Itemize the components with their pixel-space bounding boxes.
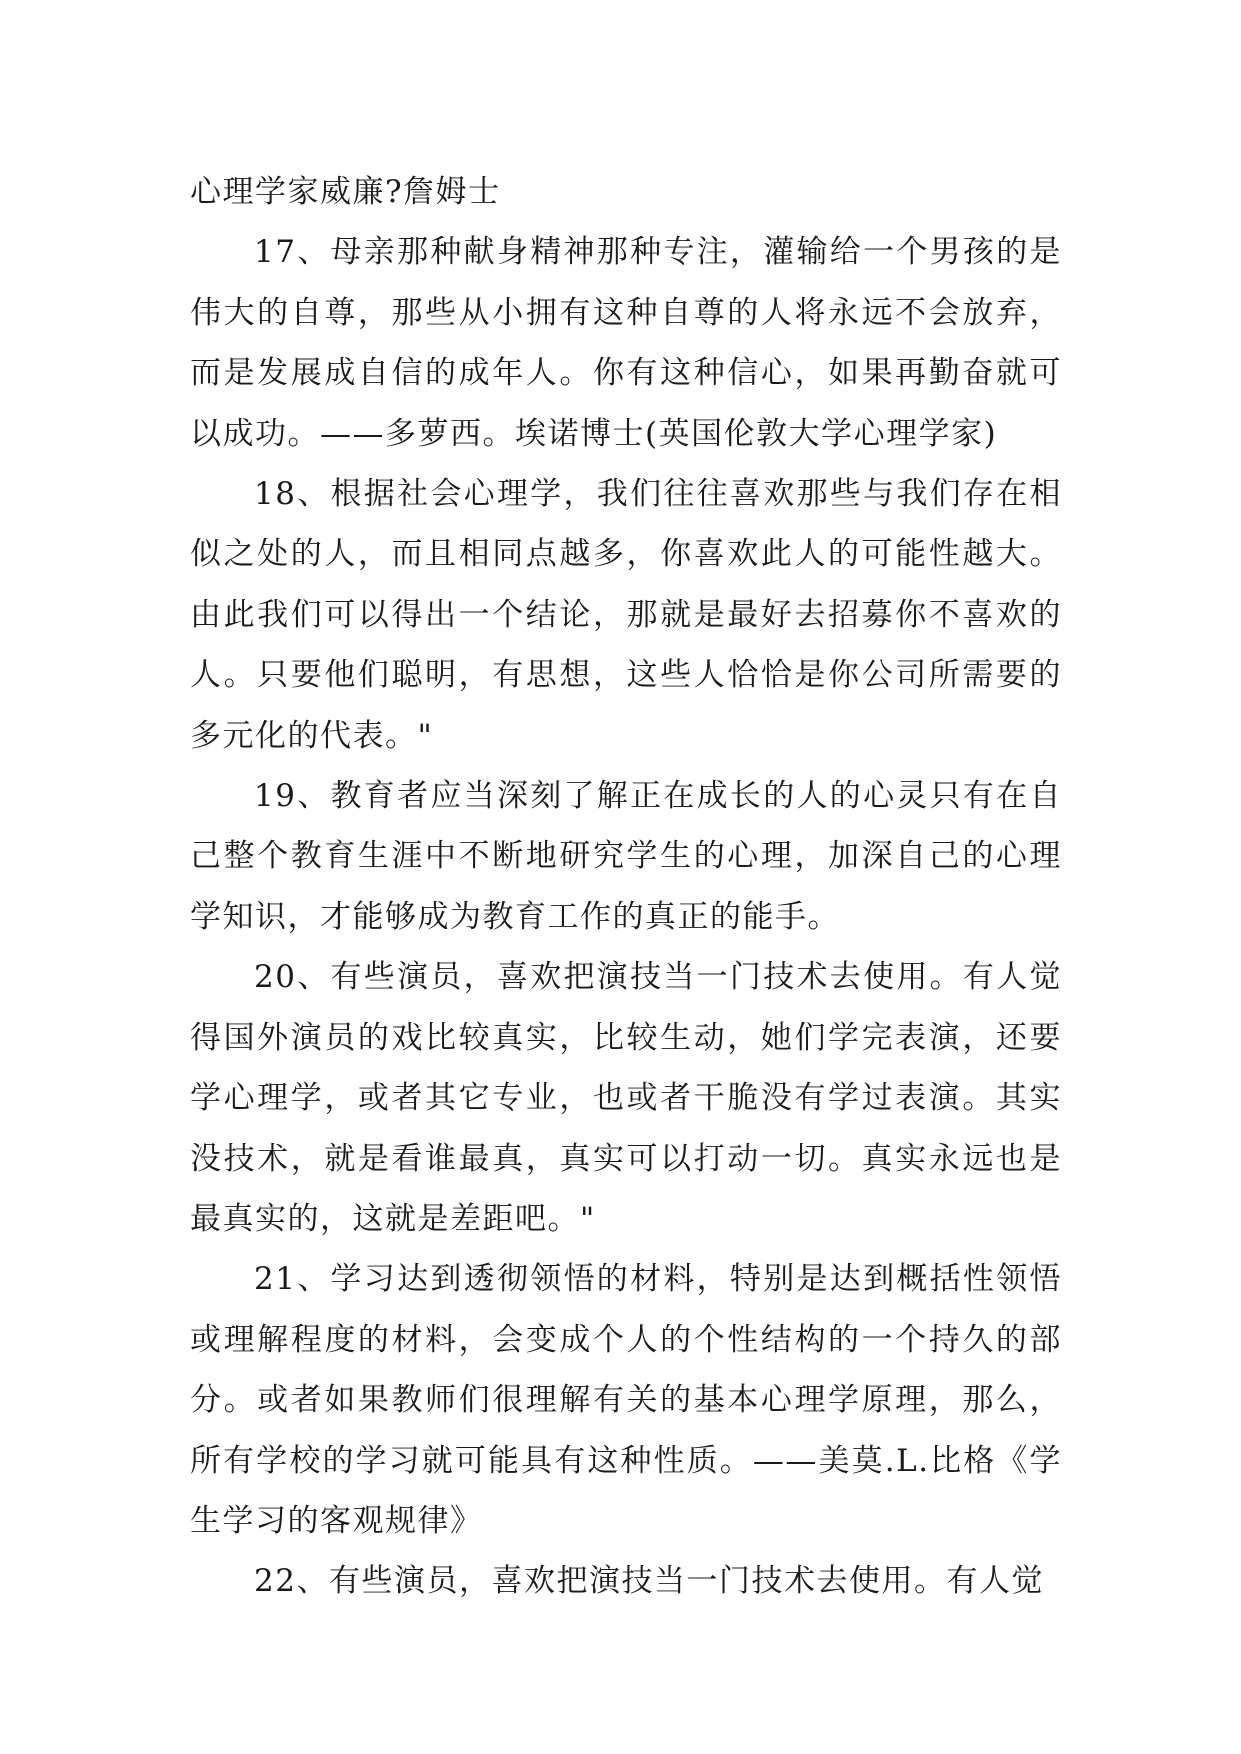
document-body [190,162,1062,1612]
paragraph-20: 20、有些演员，喜欢把演技当一门技术去使用。有人觉得国外演员的戏比较真实，比较生动，她们学完表演，还要学心理学，或者其它专业，也或者干脆没有学过表演。其实没技术，就是看谁最真，真实可以打动一切。真实永远也是最真实的，这就是差距吧。" [190,959,1062,1237]
paragraph-22: 22、有些演员，喜欢把演技当一门技术去使用。有人觉 [254,1563,1044,1600]
paragraph-continuation: 心理学家威廉?詹姆士 [190,174,501,210]
paragraph-18: 18、根据社会心理学，我们往往喜欢那些与我们存在相似之处的人，而且相同点越多，你喜欢此人的可能性越大。由此我们可以得出一个结论，那就是最好去招募你不喜欢的人。只要他们聪明，有思想，这些人恰恰是你公司所需要的多元化的代表。" [190,476,1062,754]
paragraph-21: 21、学习达到透彻领悟的材料，特别是达到概括性领悟或理解程度的材料，会变成个人的个性结构的一个持久的部分。或者如果教师们很理解有关的基本心理学原理，那么，所有学校的学习就可能具有这种性质。——美莫.L.比格《学生学习的客观规律》 [190,1261,1062,1539]
paragraph-17: 17、母亲那种献身精神那种专注，灌输给一个男孩的是伟大的自尊，那些从小拥有这种自尊的人将永远不会放弃，而是发展成自信的成年人。你有这种信心，如果再勤奋就可以成功。——多萝西。埃诺博士(英国伦敦大学心理学家) [190,234,1062,452]
paragraph-19: 19、教育者应当深刻了解正在成长的人的心灵只有在自己整个教育生涯中不断地研究学生的心理，加深自己的心理学知识，才能够成为教育工作的真正的能手。 [190,778,1062,935]
